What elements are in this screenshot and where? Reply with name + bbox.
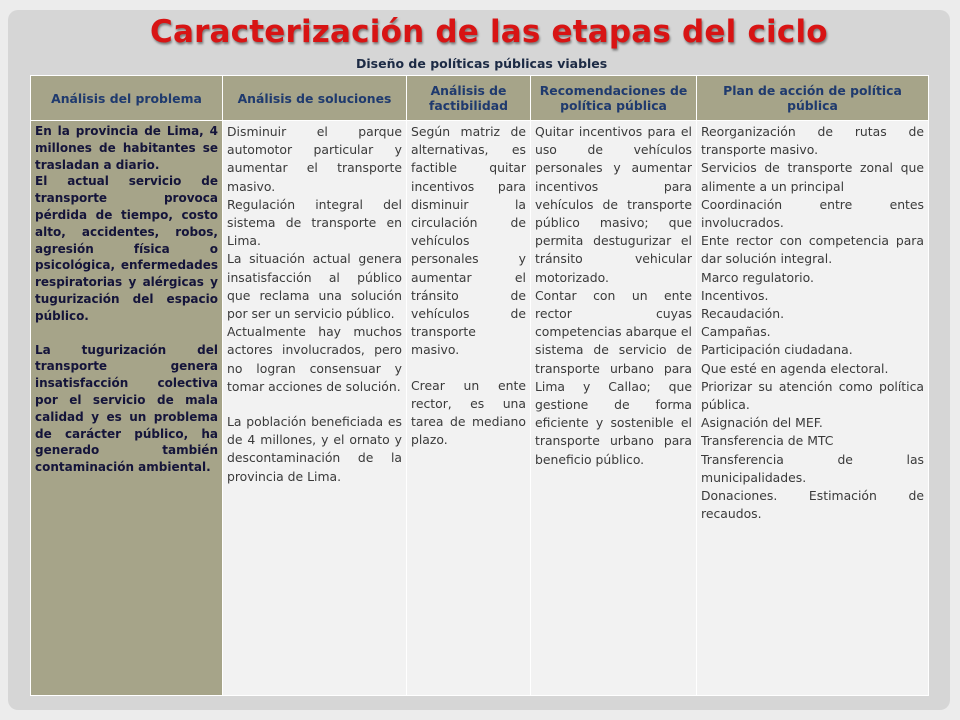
paragraph-gap (411, 360, 526, 377)
table-row (31, 121, 929, 696)
plan-item: Incentivos. (701, 287, 769, 303)
plan-item: Reorganización de rutas de transporte masivo. (701, 124, 924, 158)
header-analisis-factibilidad: Análisis de factibilidad (407, 76, 531, 121)
cell-recomendaciones (531, 121, 697, 696)
stages-table (30, 75, 929, 696)
header-recomendaciones: Recomendaciones de política pública (531, 76, 697, 121)
plan-item: Campañas. (701, 324, 771, 340)
plan-item: Donaciones. Estimación de recaudos. (701, 488, 924, 522)
soluciones-paragraph: La situación actual genera insatisfacción al público que reclama una solución por ser un servicio público. (227, 251, 402, 322)
plan-item: Servicios de transporte zonal que alimente a un principal (701, 160, 924, 194)
plan-item: Priorizar su atención como política pública. (701, 378, 924, 413)
cell-soluciones (223, 121, 407, 696)
cell-plan (697, 121, 929, 696)
plan-item: Recaudación. (701, 306, 785, 322)
plan-item: Transferencia de las municipalidades. (701, 451, 924, 485)
plan-item: Que esté en agenda electoral. (701, 360, 889, 376)
factibilidad-paragraph: Crear un ente rector, es una tarea de mediano plazo. (411, 377, 526, 448)
plan-item: Marco regulatorio. (701, 269, 814, 285)
header-analisis-soluciones: Análisis de soluciones (223, 76, 407, 121)
soluciones-paragraph: La población beneficiada es de 4 millones, y el ornato y descontaminación de la provincia de Lima. (227, 414, 402, 484)
recomendaciones-paragraph: Quitar incentivos para el uso de vehículos personales y aumentar incentivos para vehículos de transporte público masivo; que permita destugurizar el tránsito vehicular motorizado. (535, 124, 692, 285)
plan-item: Ente rector con competencia para dar solución integral. (701, 233, 924, 267)
header-analisis-problema: Análisis del problema (31, 76, 223, 121)
table-header-row (31, 76, 929, 121)
soluciones-paragraph: Regulación integral del sistema de transporte en Lima. (227, 196, 402, 249)
soluciones-paragraph: Disminuir el parque automotor particular y aumentar el transporte masivo. (227, 124, 402, 194)
plan-item: Coordinación entre entes involucrados. (701, 196, 924, 231)
paragraph-gap (227, 396, 402, 413)
recomendaciones-paragraph: Contar con un ente rector cuyas competencias abarque el sistema de servicio de transporte urbano para Lima y Callao; que gestione de forma eficiente y sostenible el transporte urbano para beneficio público. (535, 287, 692, 467)
header-plan-accion: Plan de acción de política pública (697, 76, 929, 121)
cell-problema (31, 121, 223, 696)
slide-title: Caracterización de las etapas del ciclo (150, 14, 828, 50)
problema-paragraph: En la provincia de Lima, 4 millones de habitantes se trasladan a diario. (35, 124, 218, 172)
slide-subtitle: Diseño de políticas públicas viables (356, 56, 608, 71)
plan-item: Transferencia de MTC (701, 433, 834, 449)
problema-paragraph: El actual servicio de transporte provoca pérdida de tiempo, costo alto, accidentes, robos, agresión física o psicológica, enfermedades respiratorias y alérgicas y tugurización del espacio público. (35, 174, 218, 323)
plan-item: Asignación del MEF. (701, 415, 823, 431)
paragraph-gap (35, 325, 218, 342)
problema-paragraph: La tugurización del transporte genera insatisfacción colectiva por el servicio de mala calidad y es un problema de carácter público, ha generado también contaminación ambiental. (35, 342, 218, 475)
factibilidad-paragraph: Según matriz de alternativas, es factible quitar incentivos para disminuir la circulación de vehículos personales y aumentar el tránsito de vehículos de transporte masivo. (411, 124, 526, 358)
soluciones-paragraph: Actualmente hay muchos actores involucrados, pero no logran consensuar y tomar acciones de solución. (227, 324, 402, 394)
plan-item: Participación ciudadana. (701, 342, 853, 358)
cell-factibilidad (407, 121, 531, 696)
